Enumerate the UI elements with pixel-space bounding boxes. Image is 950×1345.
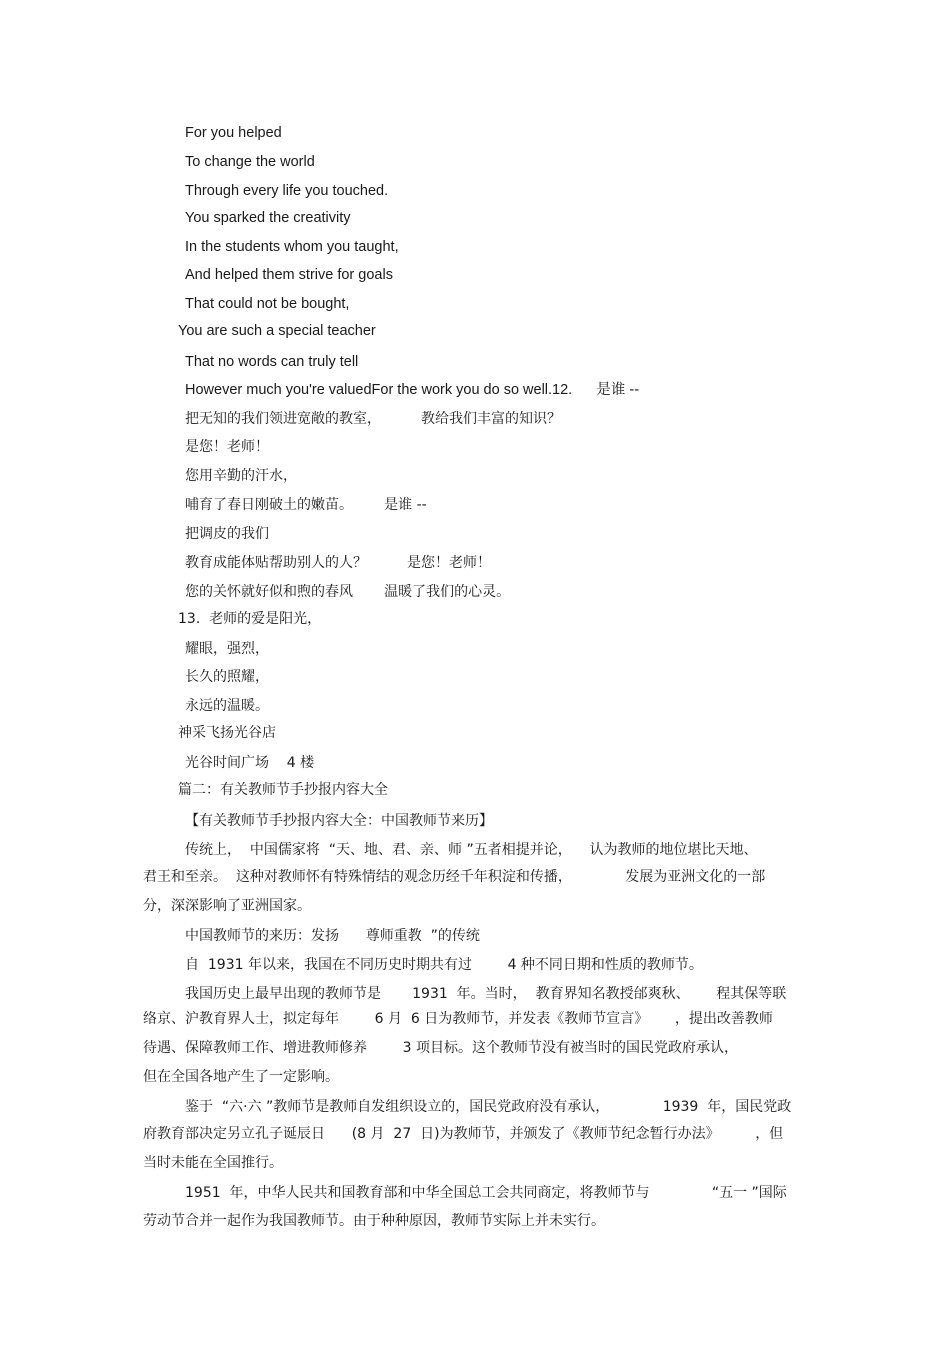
text-line: 劳动节合并一起作为我国教师节。由于种种原因，教师节实际上并未实行。 (143, 1213, 605, 1229)
text-line: 1951 年，中华人民共和国教育部和中华全国总工会共同商定，将教师节与 “五一 ”国际 (185, 1185, 787, 1201)
text-line: 哺育了春日刚破土的嫩苗。 是谁 -- (185, 497, 427, 513)
text-line: 络京、沪教育界人士，拟定每年 6 月 6 日为教师节，并发表《教师节宣言》 ，提出改善教师 (143, 1011, 773, 1027)
text-line: And helped them strive for goals (185, 267, 393, 283)
text-line: 待遇、保障教师工作、增进教师修养 3 项目标。这个教师节没有被当时的国民党政府承认， (143, 1040, 738, 1056)
text-line: That could not be bought, (185, 296, 350, 312)
text-line: 神采飞扬光谷店 (178, 725, 276, 741)
text-line: 长久的照耀， (185, 669, 269, 685)
text-line: 我国历史上最早出现的教师节是 1931 年。当时， 教育界知名教授邰爽秋、 程其保等联 (185, 986, 787, 1002)
text-line: 13. 老师的爱是阳光， (178, 611, 322, 627)
text-line: In the students whom you taught, (185, 239, 399, 255)
text-line: 耀眼，强烈， (185, 641, 269, 657)
text-line: 您的关怀就好似和煦的春风 温暖了我们的心灵。 (185, 584, 511, 600)
text-line: 篇二：有关教师节手抄报内容大全 (178, 782, 388, 798)
text-line: 教育成能体贴帮助别人的人？ 是您！老师！ (185, 555, 492, 571)
text-line: 但在全国各地产生了一定影响。 (143, 1069, 339, 1085)
text-line: However much you're valuedFor the work you do so well.12. 是谁 -- (185, 382, 640, 398)
text-line: 府教育部决定另立孔子诞辰日 (8 月 27 日)为教师节，并颁发了《教师节纪念暂行办法》 ，但 (143, 1126, 784, 1142)
text-line: 自 1931 年以来，我国在不同历史时期共有过 4 种不同日期和性质的教师节。 (185, 957, 703, 973)
text-line: To change the world (185, 154, 315, 170)
text-line: 把无知的我们领进宽敞的教室， 教给我们丰富的知识？ (185, 411, 562, 427)
text-line: You are such a special teacher (178, 323, 376, 339)
text-line: 您用辛勤的汗水， (185, 468, 297, 484)
text-line: 中国教师节的来历：发扬 尊师重教 ”的传统 (185, 928, 480, 944)
text-line: 把调皮的我们 (185, 526, 269, 542)
text-line: 传统上， 中国儒家将 “天、地、君、亲、师 ”五者相提并论， 认为教师的地位堪比天地、 (185, 842, 758, 858)
text-line: 鉴于 “六·六 ”教师节是教师自发组织设立的，国民党政府没有承认， 1939 年，国民党政 (185, 1099, 792, 1115)
text-line: 【有关教师节手抄报内容大全：中国教师节来历】 (185, 813, 493, 829)
text-line: Through every life you touched. (185, 183, 389, 199)
text-line: That no words can truly tell (185, 354, 359, 370)
text-line: 光谷时间广场 4 楼 (185, 755, 315, 771)
text-line: 分，深深影响了亚洲国家。 (143, 898, 311, 914)
text-line: 是您！老师！ (185, 439, 269, 455)
text-line: 当时未能在全国推行。 (143, 1155, 283, 1171)
text-line: 君王和至亲。 这种对教师怀有特殊情结的观念历经千年积淀和传播， 发展为亚洲文化的一部 (143, 869, 766, 885)
text-line: You sparked the creativity (185, 210, 351, 226)
text-line: For you helped (185, 125, 282, 141)
text-line: 永远的温暖。 (185, 698, 269, 714)
